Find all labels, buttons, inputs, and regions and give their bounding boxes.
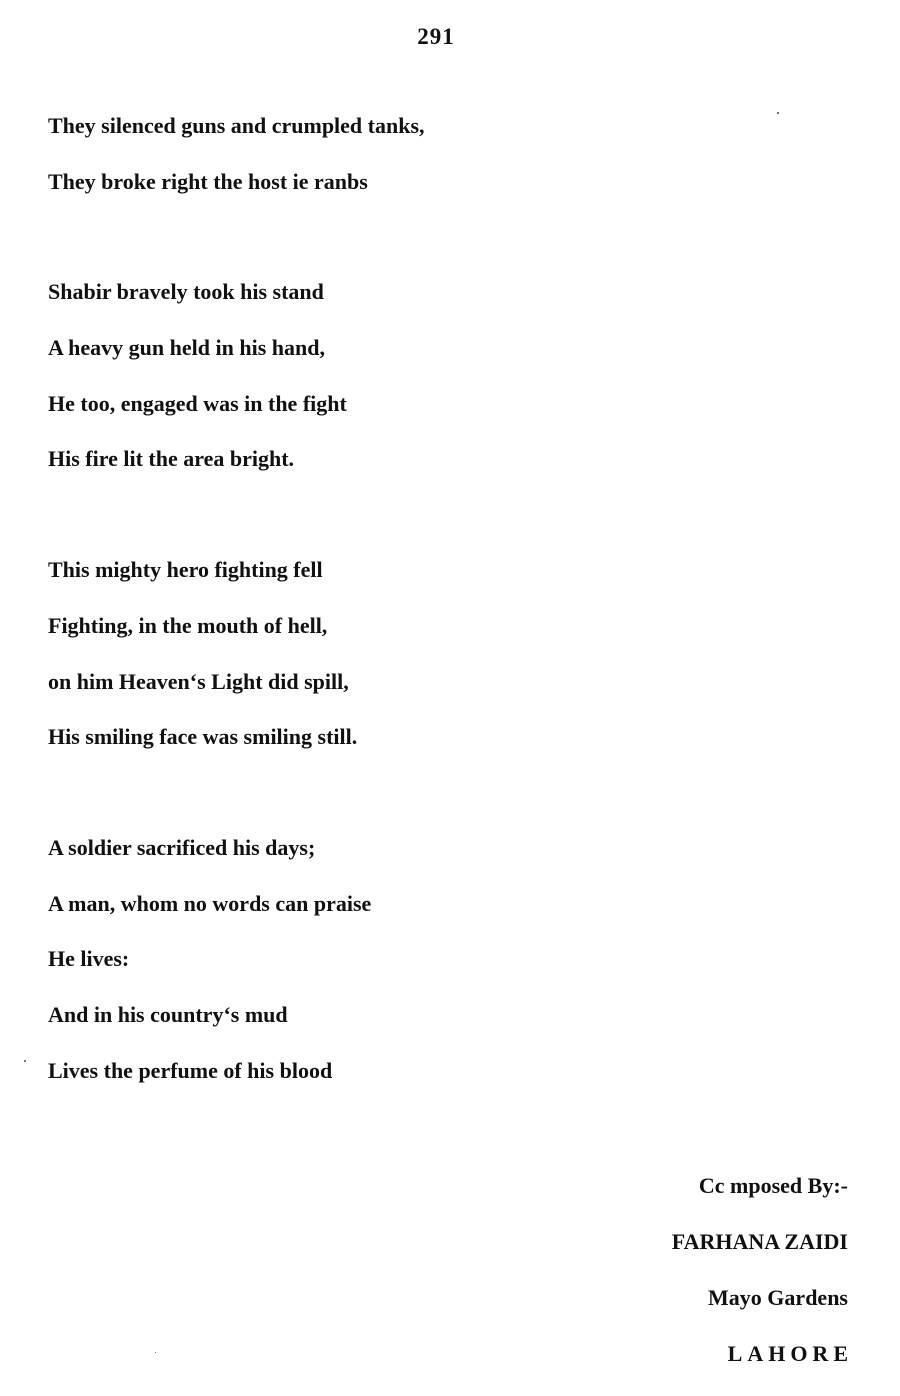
- scan-speck: [777, 112, 779, 114]
- signature-block: [671, 1168, 853, 1392]
- author-address: Mayo Gardens: [708, 1285, 848, 1310]
- stanza-3: [48, 552, 668, 775]
- poem-line: He lives:: [48, 946, 130, 972]
- stanza-4: [48, 830, 668, 1108]
- poem-line: And in his country‘s mud: [48, 1001, 288, 1027]
- poem-line: Fighting, in the mouth of hell,: [48, 612, 328, 638]
- page-number: 291: [417, 24, 455, 49]
- poem-line: A soldier sacrificed his days;: [48, 834, 316, 860]
- stanza-2: [48, 274, 668, 497]
- poem: [48, 108, 668, 1163]
- poem-line: His smiling face was smiling still.: [48, 724, 358, 750]
- scan-speck: [155, 1352, 156, 1353]
- author-city: LAHORE: [727, 1341, 853, 1366]
- poem-line: They broke right the host ie ranbs: [48, 168, 368, 194]
- poem-line: Lives the perfume of his blood: [48, 1057, 333, 1083]
- stanza-1: [48, 108, 668, 219]
- poem-line: He too, engaged was in the fight: [48, 390, 347, 416]
- scan-speck: [24, 1060, 26, 1062]
- poem-line: This mighty hero fighting fell: [48, 557, 323, 583]
- poem-line: A heavy gun held in his hand,: [48, 335, 325, 361]
- composed-by-label: Cc mposed By:-: [698, 1173, 848, 1198]
- author-name: FARHANA ZAIDI: [671, 1229, 848, 1254]
- poem-line: They silenced guns and crumpled tanks,: [48, 113, 425, 138]
- poem-line: on him Heaven‘s Light did spill,: [48, 668, 349, 694]
- poem-line: His fire lit the area bright.: [48, 446, 295, 472]
- poem-line: Shabir bravely took his stand: [48, 279, 324, 305]
- poem-line: A man, whom no words can praise: [48, 890, 372, 916]
